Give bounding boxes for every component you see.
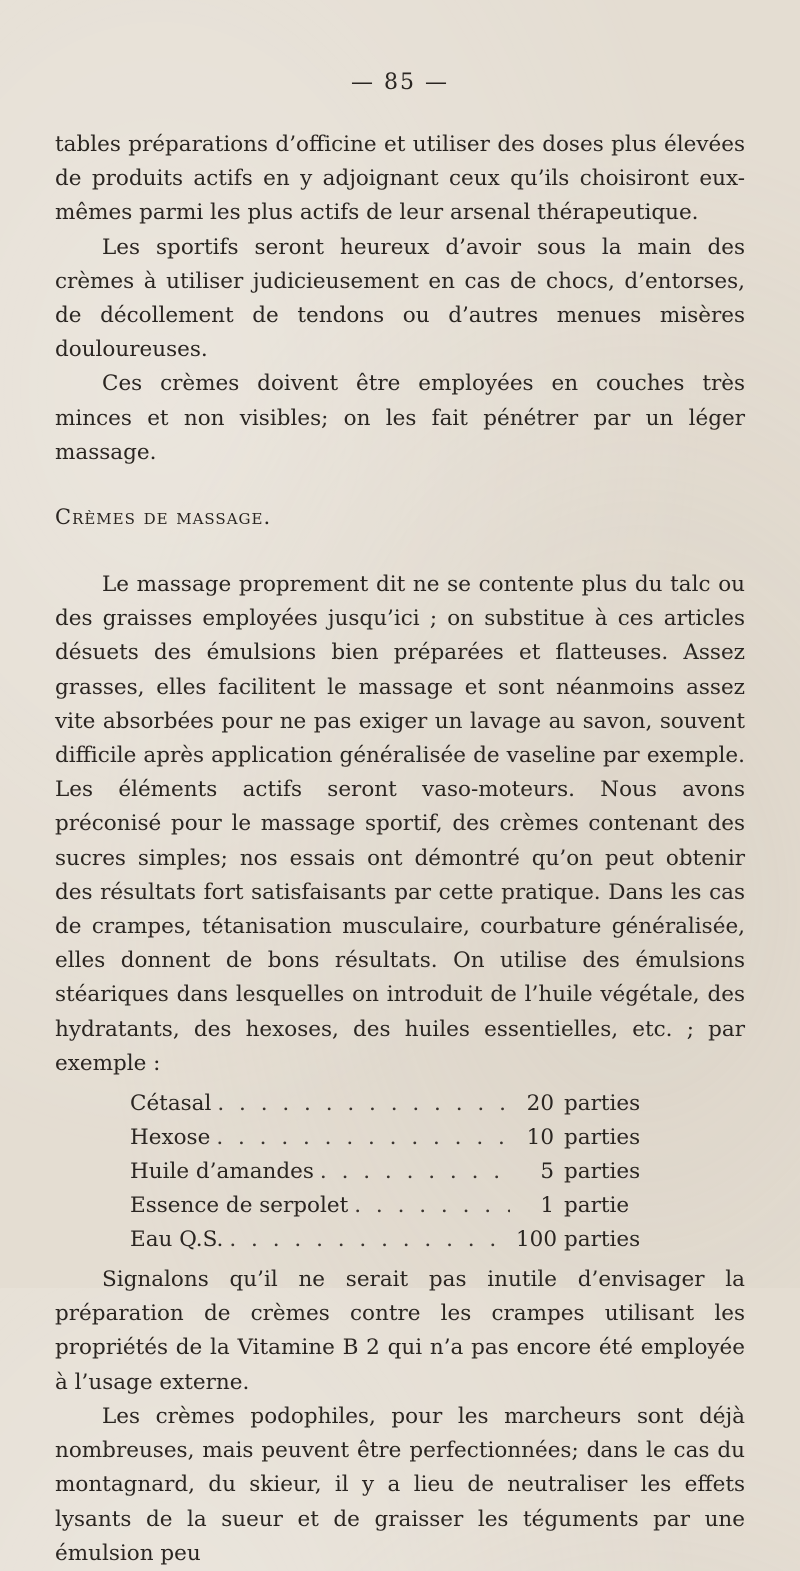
- leader-dots: [229, 1223, 510, 1257]
- leader-dots: [217, 1087, 510, 1121]
- ingredient-unit: parties: [564, 1159, 641, 1185]
- leader-dots: [354, 1189, 510, 1223]
- ingredient-unit: parties: [564, 1125, 641, 1151]
- ingredient-name: Essence de serpolet: [130, 1193, 349, 1219]
- leader-dots: [320, 1155, 510, 1189]
- paragraph-continuation: tables préparations d’officine et utiliser des doses plus élevées de produits actifs en y adjoignant ceux qu’ils choisiront eux-mêmes parmi les plus actifs de leur arsenal thérapeutique.: [55, 132, 745, 226]
- ingredient-quantity: 10: [526, 1125, 554, 1151]
- ingredient-name: Huile d’amandes: [130, 1159, 314, 1185]
- paragraph-podophiles: Les crèmes podophiles, pour les marcheurs sont déjà nombreuses, mais peuvent être perfectionnées; dans le cas du montagnard, du skieur, il y a lieu de neutraliser les effets lysants de la sueur et de graisser les téguments par une émulsion peu: [55, 1403, 745, 1566]
- recipe-row: [130, 1121, 650, 1155]
- ingredient-unit: parties: [564, 1091, 641, 1117]
- paragraph-vitamine: Signalons qu’il ne serait pas inutile d’envisager la préparation de crèmes contre les crampes utilisant les propriétés de la Vitamine B 2 qui n’a pas encore été employée à l’usage externe.: [55, 1267, 745, 1395]
- recipe-table: [130, 1087, 650, 1257]
- leader-dots: [216, 1121, 510, 1155]
- recipe-row: [130, 1155, 650, 1189]
- paragraph-massage: Le massage proprement dit ne se contente plus du talc ou des graisses employées jusqu’ici ; on substitue à ces articles désuets des émulsions bien préparées et flatteuses. Assez grasses, elles facilitent le massage et sont néanmoins assez vite absorbées pour ne pas exiger un lavage au savon, souvent difficile après application généralisée de vaseline par exemple. Les éléments actifs seront vaso-moteurs. Nous avons préconisé pour le massage sportif, des crèmes contenant des sucres simples; nos essais ont démontré qu’on peut obtenir des résultats fort satisfaisants par cette pratique. Dans les cas de crampes, tétanisation musculaire, courbature généralisée, elles donnent de bons résultats. On utilise des émulsions stéariques dans lesquelles on introduit de l’huile végétale, des hydratants, des hexoses, des huiles essentielles, etc. ; par exemple :: [55, 572, 745, 1076]
- ingredient-unit: parties: [564, 1227, 641, 1253]
- ingredient-name: Eau Q.S.: [130, 1227, 224, 1253]
- page-number: — 85 —: [351, 70, 449, 95]
- page-body: [55, 128, 745, 1571]
- ingredient-quantity: 100: [516, 1227, 558, 1253]
- recipe-row: [130, 1189, 650, 1223]
- ingredient-unit: partie: [564, 1193, 630, 1219]
- ingredient-quantity: 5: [540, 1159, 554, 1185]
- ingredient-quantity: 1: [540, 1193, 554, 1219]
- ingredient-name: Cétasal: [130, 1091, 212, 1117]
- section-heading: Crèmes de massage.: [55, 505, 272, 530]
- ingredient-quantity: 20: [526, 1091, 554, 1117]
- ingredient-name: Hexose: [130, 1125, 211, 1151]
- recipe-row: [130, 1223, 650, 1257]
- paragraph-sportifs: Les sportifs seront heureux d’avoir sous la main des crèmes à utiliser judicieusement en cas de chocs, d’entorses, de décollement de tendons ou d’autres menues misères douloureuses.: [55, 234, 745, 363]
- recipe-row: [130, 1087, 650, 1121]
- paragraph-application: Ces crèmes doivent être employées en couches très minces et non visibles; on les fait pénétrer par un léger massage.: [55, 371, 745, 465]
